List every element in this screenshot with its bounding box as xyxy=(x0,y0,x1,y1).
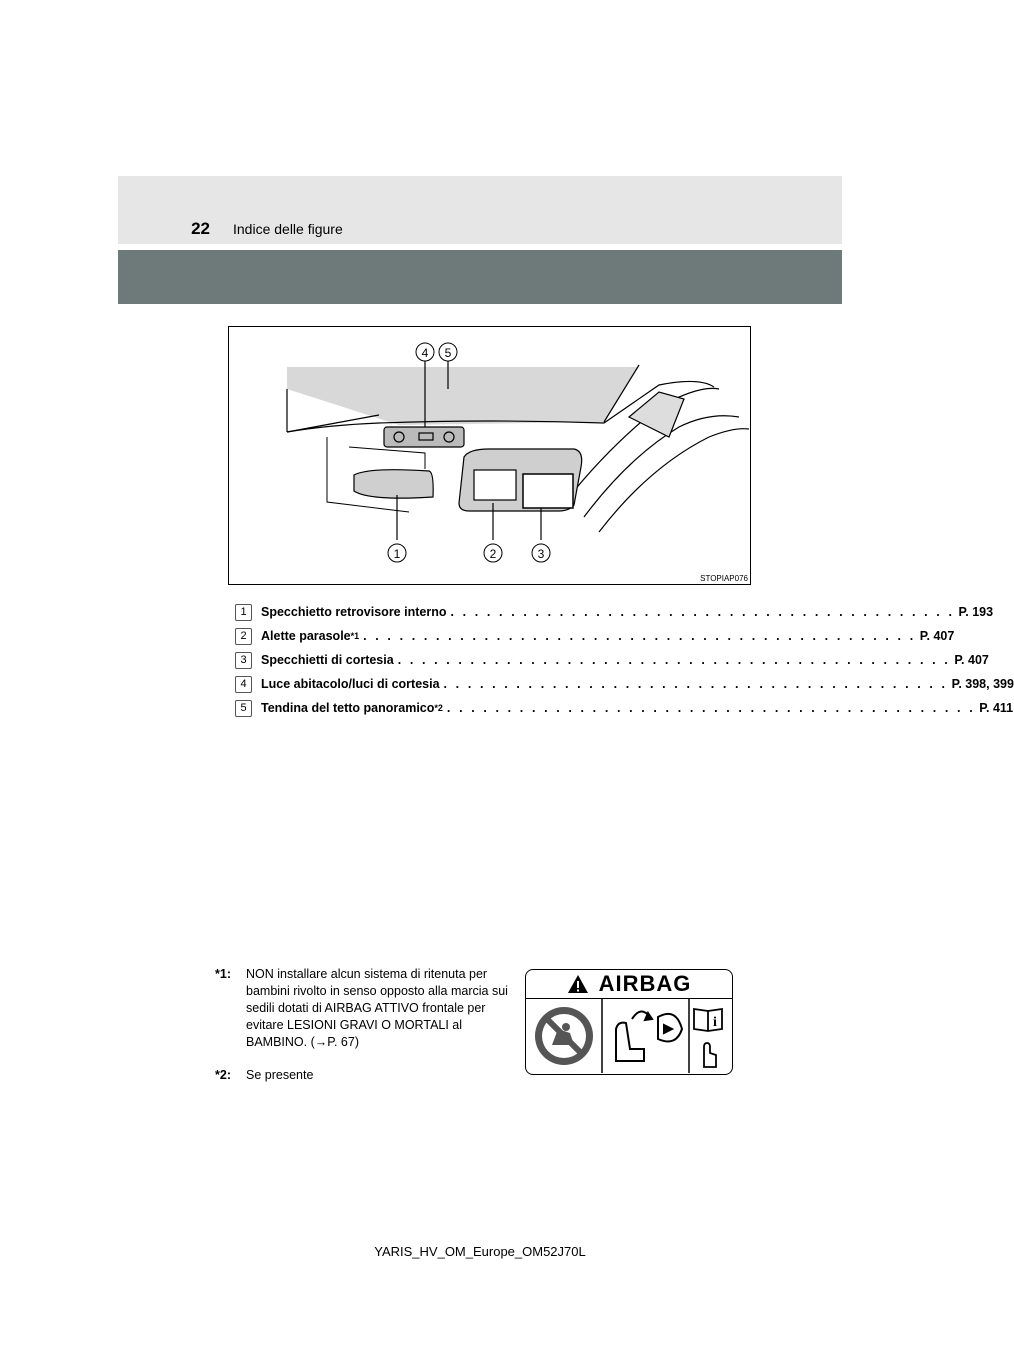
item-number: 4 xyxy=(235,676,252,693)
item-label: Specchietto retrovisore interno xyxy=(261,605,447,619)
callout-3: 3 xyxy=(537,547,545,561)
footnote-mark: *2: xyxy=(215,1068,231,1082)
item-label: Alette parasole xyxy=(261,629,351,643)
item-label: Tendina del tetto panoramico xyxy=(261,701,435,715)
item-number: 2 xyxy=(235,628,252,645)
airbag-title-text: AIRBAG xyxy=(598,971,692,996)
callout-1: 1 xyxy=(393,547,401,561)
no-child-seat-icon xyxy=(535,1007,593,1065)
list-item xyxy=(235,696,1014,720)
ceiling-illustration xyxy=(229,327,750,584)
warning-triangle-icon xyxy=(567,974,589,994)
page-number: 22 xyxy=(191,219,210,238)
footnote-text: NON installare alcun sistema di ritenuta per bambini rivolto in senso opposto alla marcia sui sedili dotati di AIRBAG ATTIVO frontale per evitare LESIONI GRAVI O MORTALI al BAMBINO. (→P. 67) xyxy=(246,967,508,1049)
item-number: 5 xyxy=(235,700,252,717)
footnote-mark: *2 xyxy=(434,703,443,713)
list-item xyxy=(235,600,994,624)
list-item xyxy=(235,672,1014,696)
header-band xyxy=(118,176,842,244)
airbag-pictograms xyxy=(526,999,732,1073)
page-reference-link[interactable]: P. 193 xyxy=(958,605,994,619)
read-manual-icon xyxy=(694,1009,722,1067)
page-reference-link[interactable]: P. 411 xyxy=(979,701,1014,715)
callout-4: 4 xyxy=(421,346,429,360)
svg-text:i: i xyxy=(713,1015,717,1030)
item-label: Luce abitacolo/luci di cortesia xyxy=(261,677,440,691)
page-reference-link[interactable]: P. 398, 399 xyxy=(951,677,1014,691)
section-title: Indice delle figure xyxy=(233,221,343,237)
item-number: 1 xyxy=(235,604,252,621)
footnote-text: Se presente xyxy=(246,1068,314,1082)
footnote-mark: *1: xyxy=(215,967,231,981)
footnote-1 xyxy=(215,966,508,1049)
leader-dots: . . . . . . . . . . . . . . . . . . . . . . . . . . . . . . . . . . . . . . . . . . xyxy=(443,677,948,691)
figure-code: STOPIAP076 xyxy=(700,574,748,583)
item-label: Specchietti di cortesia xyxy=(261,653,394,667)
page-reference-link[interactable]: P. 407 xyxy=(919,629,955,643)
page-reference-link[interactable]: P. 407 xyxy=(954,653,989,667)
document-id: YARIS_HV_OM_Europe_OM52J70L xyxy=(374,1244,586,1259)
leader-dots: . . . . . . . . . . . . . . . . . . . . . . . . . . . . . . . . . . . . . . . . . . . . . . xyxy=(397,653,951,667)
section-band xyxy=(118,250,842,304)
item-list xyxy=(235,600,1014,720)
callout-5: 5 xyxy=(444,346,452,360)
item-number: 3 xyxy=(235,652,252,669)
airbag-title xyxy=(526,970,732,999)
footnote-2 xyxy=(215,1067,314,1084)
seat-airbag-icon xyxy=(616,1011,682,1061)
leader-dots: . . . . . . . . . . . . . . . . . . . . . . . . . . . . . . . . . . . . . . . . . . . . . . xyxy=(363,629,916,643)
callout-2: 2 xyxy=(489,547,497,561)
footnote-mark: *1 xyxy=(350,631,360,641)
list-item xyxy=(235,648,989,672)
leader-dots: . . . . . . . . . . . . . . . . . . . . . . . . . . . . . . . . . . . . . . . . . . xyxy=(450,605,955,619)
leader-dots: . . . . . . . . . . . . . . . . . . . . . . . . . . . . . . . . . . . . . . . . . . . . xyxy=(446,701,976,715)
list-item xyxy=(235,624,955,648)
interior-figure xyxy=(228,326,751,585)
airbag-warning-label xyxy=(525,969,733,1075)
